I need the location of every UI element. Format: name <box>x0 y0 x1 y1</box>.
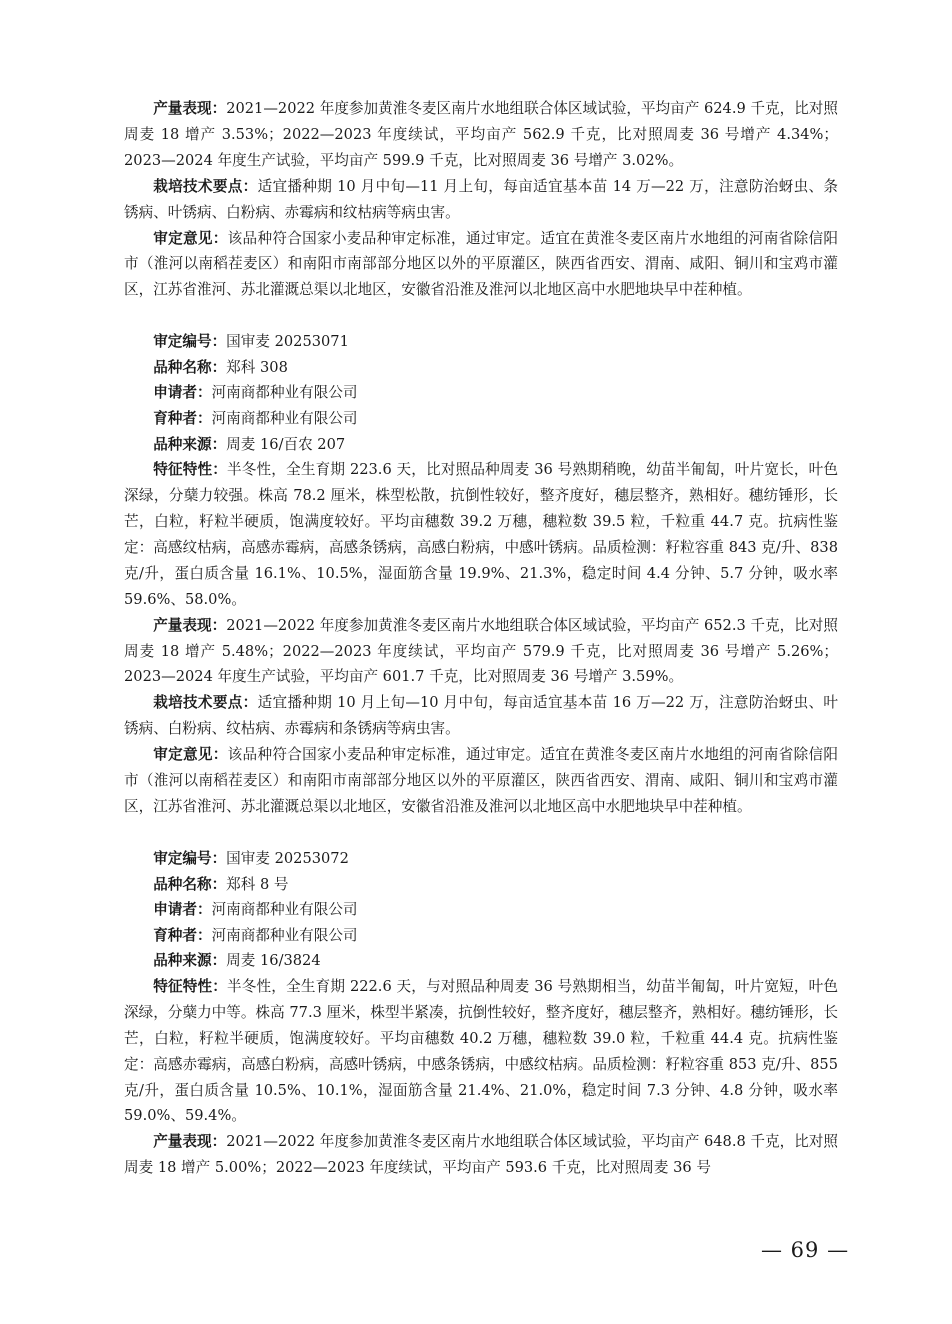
field-label: 申请者： <box>153 384 212 402</box>
field-label: 产量表现： <box>153 616 227 634</box>
field-text: 2021—2022 年度参加黄淮冬麦区南片水地组联合体区域试验，平均亩产 624.9 千克，比对照周麦 18 增产 3.53%；2022—2023 年度续试，平均亩产 562.9 千克，比对照周麦 36 号增产 4.34%；2023—2024 年度生产试验，平均亩产 599.9 千克，比对照周麦 36 号增产 3.02%。 <box>124 100 838 169</box>
field-label: 审定意见： <box>153 746 228 764</box>
field-label: 栽培技术要点： <box>153 694 258 712</box>
traits-paragraph <box>124 974 838 1129</box>
field-label: 品种来源： <box>153 435 227 453</box>
opinion-paragraph <box>124 742 838 820</box>
variety-source-line <box>124 948 838 974</box>
variety-name-line <box>124 355 838 381</box>
field-text: 2021—2022 年度参加黄淮冬麦区南片水地组联合体区域试验，平均亩产 652.3 千克，比对照周麦 18 增产 5.48%；2022—2023 年度续试，平均亩产 579.9 千克，比对照周麦 36 号增产 5.26%；2023—2024 年度生产试验，平均亩产 601.7 千克，比对照周麦 36 号增产 3.59%。 <box>124 616 838 686</box>
field-label: 品种名称： <box>153 875 227 893</box>
field-label: 审定编号： <box>153 849 227 867</box>
document-body <box>124 96 838 1181</box>
field-label: 育种者： <box>153 926 212 944</box>
field-text: 河南商都种业有限公司 <box>211 901 358 919</box>
cultivation-paragraph <box>124 690 838 742</box>
approval-number-line <box>124 329 838 355</box>
field-label: 特征特性： <box>153 461 228 479</box>
field-label: 申请者： <box>153 901 212 919</box>
breeder-line <box>124 923 838 949</box>
field-label: 产量表现： <box>153 100 227 117</box>
field-label: 审定意见： <box>153 229 228 247</box>
field-label: 育种者： <box>153 410 212 428</box>
field-text: 河南商都种业有限公司 <box>211 384 358 402</box>
field-text: 周麦 16/3824 <box>226 952 321 970</box>
field-text: 半冬性，全生育期 223.6 天，比对照品种周麦 36 号熟期稍晚，幼苗半匍匐，叶片宽长，叶色深绿，分蘖力较强。株高 78.2 厘米，株型松散，抗倒性较好，整齐度好，穗层整齐，熟相好。穗纺锤形，长芒，白粒，籽粒半硬质，饱满度较好。平均亩穗数 39.2 万穗，穗粒数 39.5 粒，千粒重 44.7 克。抗病性鉴定：高感纹枯病，高感赤霉病，高感条锈病，高感白粉病，中感叶锈病。品质检测：籽粒容重 843 克/升、838 克/升，蛋白质含量 16.1%、10.5%，湿面筋含量 19.9%、21.3%，稳定时间 4.4 分钟、5.7 分钟，吸水率 59.6%、58.0%。 <box>124 461 838 608</box>
field-text: 该品种符合国家小麦品种审定标准，通过审定。适宜在黄淮冬麦区南片水地组的河南省除信阳市（淮河以南稻茬麦区）和南阳市南部部分地区以外的平原灌区，陕西省西安、渭南、咸阳、铜川和宝鸡市灌区，江苏省淮河、苏北灌溉总渠以北地区，安徽省沿淮及淮河以北地区高中水肥地块早中茬种植。 <box>124 746 838 815</box>
field-label: 审定编号： <box>153 333 227 351</box>
field-label: 特征特性： <box>153 977 228 995</box>
page-number: — 69 — <box>761 1238 850 1262</box>
yield-paragraph <box>124 96 838 174</box>
yield-paragraph <box>124 613 838 691</box>
variety-source-line <box>124 432 838 458</box>
variety-name-line <box>124 872 838 898</box>
traits-paragraph <box>124 457 838 612</box>
opinion-paragraph <box>124 226 838 304</box>
field-label: 产量表现： <box>153 1133 227 1151</box>
applicant-line <box>124 380 838 406</box>
field-text: 2021—2022 年度参加黄淮冬麦区南片水地组联合体区域试验，平均亩产 648.8 千克，比对照周麦 18 增产 5.00%；2022—2023 年度续试，平均亩产 593.6 千克，比对照周麦 36 号 <box>124 1133 838 1177</box>
breeder-line <box>124 406 838 432</box>
field-text: 河南商都种业有限公司 <box>211 926 358 944</box>
approval-number-line <box>124 846 838 872</box>
field-text: 该品种符合国家小麦品种审定标准，通过审定。适宜在黄淮冬麦区南片水地组的河南省除信阳市（淮河以南稻茬麦区）和南阳市南部部分地区以外的平原灌区，陕西省西安、渭南、咸阳、铜川和宝鸡市灌区，江苏省淮河、苏北灌溉总渠以北地区，安徽省沿淮及淮河以北地区高中水肥地块早中茬种植。 <box>124 229 838 299</box>
field-text: 郑科 308 <box>226 358 288 376</box>
field-text: 半冬性，全生育期 222.6 天，与对照品种周麦 36 号熟期相当，幼苗半匍匐，叶片宽短，叶色深绿，分蘖力中等。株高 77.3 厘米，株型半紧凑，抗倒性较好，整齐度好，穗层整齐，熟相好。穗纺锤形，长芒，白粒，籽粒半硬质，饱满度较好。平均亩穗数 40.2 万穗，穗粒数 39.0 粒，千粒重 44.4 克。抗病性鉴定：高感赤霉病，高感白粉病，高感叶锈病，中感条锈病，中感纹枯病。品质检测：籽粒容重 853 克/升、855 克/升，蛋白质含量 10.5%、10.1%，湿面筋含量 21.4%、21.0%，稳定时间 7.3 分钟、4.8 分钟，吸水率 59.0%、59.4%。 <box>124 977 838 1125</box>
field-text: 河南商都种业有限公司 <box>211 410 358 428</box>
applicant-line <box>124 897 838 923</box>
yield-paragraph <box>124 1129 838 1181</box>
field-text: 周麦 16/百农 207 <box>226 435 346 453</box>
field-label: 栽培技术要点： <box>153 177 258 195</box>
field-text: 郑科 8 号 <box>226 875 289 893</box>
cultivation-paragraph <box>124 174 838 226</box>
field-text: 国审麦 20253071 <box>226 333 349 351</box>
field-label: 品种名称： <box>153 358 227 376</box>
field-label: 品种来源： <box>153 952 227 970</box>
field-text: 适宜播种期 10 月上旬—10 月中旬，每亩适宜基本苗 16 万—22 万，注意防治蚜虫、叶锈病、白粉病、纹枯病、赤霉病和条锈病等病虫害。 <box>124 694 838 738</box>
field-text: 适宜播种期 10 月中旬—11 月上旬，每亩适宜基本苗 14 万—22 万，注意防治蚜虫、条锈病、叶锈病、白粉病、赤霉病和纹枯病等病虫害。 <box>124 177 838 221</box>
field-text: 国审麦 20253072 <box>226 849 349 867</box>
